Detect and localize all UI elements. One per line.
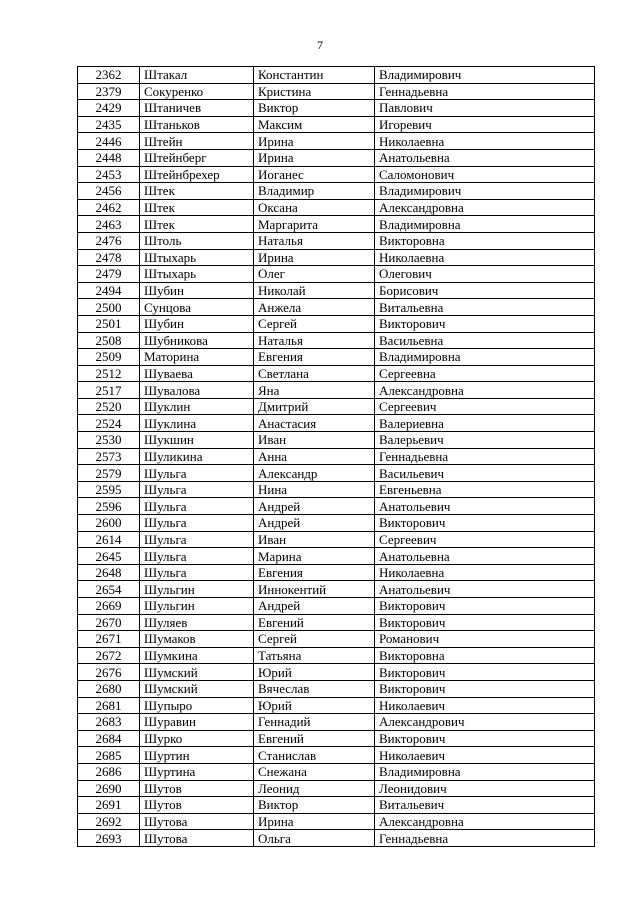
surname-cell: Шульга (140, 564, 254, 581)
table-row (78, 548, 595, 565)
table-row (78, 382, 595, 399)
record-number-cell: 2573 (78, 448, 140, 465)
surname-cell: Шуклина (140, 415, 254, 432)
patronymic-cell: Владимирович (375, 67, 595, 84)
patronymic-cell: Викторович (375, 664, 595, 681)
surname-cell: Шурко (140, 730, 254, 747)
patronymic-cell: Викторович (375, 515, 595, 532)
table-row (78, 216, 595, 233)
record-number-cell: 2680 (78, 680, 140, 697)
table-row (78, 614, 595, 631)
table-row (78, 747, 595, 764)
patronymic-cell: Васильевна (375, 332, 595, 349)
surname-cell: Штек (140, 183, 254, 200)
table-row (78, 349, 595, 366)
table-row (78, 299, 595, 316)
patronymic-cell: Николаевна (375, 564, 595, 581)
table-row (78, 432, 595, 449)
surname-cell: Шульга (140, 481, 254, 498)
surname-cell: Шупыро (140, 697, 254, 714)
record-number-cell: 2693 (78, 830, 140, 847)
patronymic-cell: Владимирович (375, 183, 595, 200)
surname-cell: Штыхарь (140, 266, 254, 283)
table-row (78, 266, 595, 283)
record-number-cell: 2446 (78, 133, 140, 150)
surname-cell: Шуликина (140, 448, 254, 465)
first-name-cell: Анна (254, 448, 375, 465)
first-name-cell: Ирина (254, 249, 375, 266)
first-name-cell: Яна (254, 382, 375, 399)
table-row (78, 149, 595, 166)
record-number-cell: 2692 (78, 813, 140, 830)
table-row (78, 183, 595, 200)
record-number-cell: 2685 (78, 747, 140, 764)
first-name-cell: Ольга (254, 830, 375, 847)
table-row (78, 730, 595, 747)
patronymic-cell: Игоревич (375, 116, 595, 133)
record-number-cell: 2362 (78, 67, 140, 84)
table-row (78, 83, 595, 100)
record-number-cell: 2520 (78, 398, 140, 415)
record-number-cell: 2669 (78, 598, 140, 615)
surname-cell: Шумский (140, 664, 254, 681)
surname-cell: Штаничев (140, 100, 254, 117)
patronymic-cell: Викторович (375, 315, 595, 332)
surname-cell: Шубникова (140, 332, 254, 349)
record-number-cell: 2500 (78, 299, 140, 316)
surname-cell: Штейнберг (140, 149, 254, 166)
names-table-body (78, 67, 595, 847)
record-number-cell: 2681 (78, 697, 140, 714)
table-row (78, 697, 595, 714)
patronymic-cell: Сергеевна (375, 365, 595, 382)
patronymic-cell: Николаевич (375, 697, 595, 714)
surname-cell: Штейн (140, 133, 254, 150)
patronymic-cell: Викторович (375, 598, 595, 615)
surname-cell: Маторина (140, 349, 254, 366)
table-row (78, 415, 595, 432)
surname-cell: Шубин (140, 315, 254, 332)
table-row (78, 365, 595, 382)
first-name-cell: Евгения (254, 349, 375, 366)
patronymic-cell: Александрович (375, 714, 595, 731)
surname-cell: Шульга (140, 498, 254, 515)
record-number-cell: 2462 (78, 199, 140, 216)
patronymic-cell: Викторович (375, 730, 595, 747)
surname-cell: Штыхарь (140, 249, 254, 266)
first-name-cell: Оксана (254, 199, 375, 216)
first-name-cell: Анастасия (254, 415, 375, 432)
first-name-cell: Дмитрий (254, 398, 375, 415)
surname-cell: Шутов (140, 780, 254, 797)
first-name-cell: Евгения (254, 564, 375, 581)
first-name-cell: Леонид (254, 780, 375, 797)
first-name-cell: Станислав (254, 747, 375, 764)
record-number-cell: 2672 (78, 647, 140, 664)
record-number-cell: 2645 (78, 548, 140, 565)
surname-cell: Шульга (140, 548, 254, 565)
record-number-cell: 2530 (78, 432, 140, 449)
table-row (78, 797, 595, 814)
record-number-cell: 2456 (78, 183, 140, 200)
first-name-cell: Ирина (254, 133, 375, 150)
record-number-cell: 2671 (78, 631, 140, 648)
record-number-cell: 2524 (78, 415, 140, 432)
surname-cell: Шукшин (140, 432, 254, 449)
table-row (78, 631, 595, 648)
table-row (78, 581, 595, 598)
patronymic-cell: Геннадьевна (375, 448, 595, 465)
first-name-cell: Вячеслав (254, 680, 375, 697)
first-name-cell: Геннадий (254, 714, 375, 731)
first-name-cell: Андрей (254, 515, 375, 532)
table-row (78, 116, 595, 133)
record-number-cell: 2494 (78, 282, 140, 299)
table-row (78, 498, 595, 515)
record-number-cell: 2684 (78, 730, 140, 747)
patronymic-cell: Анатольевна (375, 548, 595, 565)
record-number-cell: 2517 (78, 382, 140, 399)
table-row (78, 813, 595, 830)
surname-cell: Штаньков (140, 116, 254, 133)
surname-cell: Шуваева (140, 365, 254, 382)
first-name-cell: Виктор (254, 100, 375, 117)
record-number-cell: 2508 (78, 332, 140, 349)
first-name-cell: Наталья (254, 332, 375, 349)
first-name-cell: Олег (254, 266, 375, 283)
patronymic-cell: Владимировна (375, 763, 595, 780)
record-number-cell: 2654 (78, 581, 140, 598)
table-row (78, 448, 595, 465)
first-name-cell: Кристина (254, 83, 375, 100)
patronymic-cell: Александровна (375, 813, 595, 830)
patronymic-cell: Анатольевна (375, 149, 595, 166)
first-name-cell: Андрей (254, 498, 375, 515)
first-name-cell: Владимир (254, 183, 375, 200)
record-number-cell: 2479 (78, 266, 140, 283)
patronymic-cell: Васильевич (375, 465, 595, 482)
surname-cell: Шуравин (140, 714, 254, 731)
record-number-cell: 2579 (78, 465, 140, 482)
first-name-cell: Иоганес (254, 166, 375, 183)
first-name-cell: Сергей (254, 631, 375, 648)
patronymic-cell: Александровна (375, 382, 595, 399)
first-name-cell: Виктор (254, 797, 375, 814)
patronymic-cell: Николаевна (375, 133, 595, 150)
patronymic-cell: Викторовна (375, 232, 595, 249)
patronymic-cell: Витальевич (375, 797, 595, 814)
patronymic-cell: Олегович (375, 266, 595, 283)
first-name-cell: Иннокентий (254, 581, 375, 598)
names-table (77, 66, 595, 847)
surname-cell: Штек (140, 216, 254, 233)
surname-cell: Шульгин (140, 581, 254, 598)
record-number-cell: 2463 (78, 216, 140, 233)
surname-cell: Шуклин (140, 398, 254, 415)
patronymic-cell: Валерьевич (375, 432, 595, 449)
patronymic-cell: Витальевна (375, 299, 595, 316)
first-name-cell: Юрий (254, 664, 375, 681)
record-number-cell: 2600 (78, 515, 140, 532)
table-row (78, 763, 595, 780)
first-name-cell: Николай (254, 282, 375, 299)
table-row (78, 332, 595, 349)
surname-cell: Шуляев (140, 614, 254, 631)
patronymic-cell: Викторович (375, 680, 595, 697)
record-number-cell: 2614 (78, 531, 140, 548)
table-row (78, 315, 595, 332)
first-name-cell: Сергей (254, 315, 375, 332)
patronymic-cell: Павлович (375, 100, 595, 117)
first-name-cell: Иван (254, 432, 375, 449)
first-name-cell: Максим (254, 116, 375, 133)
first-name-cell: Татьяна (254, 647, 375, 664)
table-row (78, 680, 595, 697)
table-row (78, 830, 595, 847)
surname-cell: Штейнбрехер (140, 166, 254, 183)
record-number-cell: 2476 (78, 232, 140, 249)
surname-cell: Штоль (140, 232, 254, 249)
record-number-cell: 2596 (78, 498, 140, 515)
record-number-cell: 2448 (78, 149, 140, 166)
surname-cell: Шульга (140, 465, 254, 482)
patronymic-cell: Леонидович (375, 780, 595, 797)
first-name-cell: Александр (254, 465, 375, 482)
surname-cell: Шумаков (140, 631, 254, 648)
record-number-cell: 2690 (78, 780, 140, 797)
surname-cell: Шумкина (140, 647, 254, 664)
patronymic-cell: Николаевна (375, 249, 595, 266)
surname-cell: Шульгин (140, 598, 254, 615)
record-number-cell: 2509 (78, 349, 140, 366)
surname-cell: Шуртина (140, 763, 254, 780)
page-number: 7 (317, 38, 323, 52)
surname-cell: Шувалова (140, 382, 254, 399)
table-row (78, 714, 595, 731)
surname-cell: Шутова (140, 830, 254, 847)
first-name-cell: Константин (254, 67, 375, 84)
record-number-cell: 2648 (78, 564, 140, 581)
surname-cell: Штек (140, 199, 254, 216)
record-number-cell: 2453 (78, 166, 140, 183)
patronymic-cell: Валериевна (375, 415, 595, 432)
table-row (78, 598, 595, 615)
record-number-cell: 2379 (78, 83, 140, 100)
patronymic-cell: Геннадьевна (375, 83, 595, 100)
record-number-cell: 2595 (78, 481, 140, 498)
record-number-cell: 2435 (78, 116, 140, 133)
patronymic-cell: Евгеньевна (375, 481, 595, 498)
table-row (78, 515, 595, 532)
first-name-cell: Ирина (254, 149, 375, 166)
table-row (78, 133, 595, 150)
first-name-cell: Снежана (254, 763, 375, 780)
record-number-cell: 2691 (78, 797, 140, 814)
patronymic-cell: Викторович (375, 614, 595, 631)
patronymic-cell: Борисович (375, 282, 595, 299)
patronymic-cell: Александровна (375, 199, 595, 216)
patronymic-cell: Геннадьевна (375, 830, 595, 847)
table-row (78, 232, 595, 249)
surname-cell: Сокуренко (140, 83, 254, 100)
record-number-cell: 2686 (78, 763, 140, 780)
record-number-cell: 2676 (78, 664, 140, 681)
patronymic-cell: Романович (375, 631, 595, 648)
table-row (78, 647, 595, 664)
record-number-cell: 2512 (78, 365, 140, 382)
patronymic-cell: Николаевич (375, 747, 595, 764)
first-name-cell: Наталья (254, 232, 375, 249)
record-number-cell: 2478 (78, 249, 140, 266)
surname-cell: Сунцова (140, 299, 254, 316)
record-number-cell: 2429 (78, 100, 140, 117)
first-name-cell: Евгений (254, 730, 375, 747)
table-row (78, 664, 595, 681)
patronymic-cell: Анатольевич (375, 498, 595, 515)
surname-cell: Шутов (140, 797, 254, 814)
surname-cell: Штакал (140, 67, 254, 84)
record-number-cell: 2670 (78, 614, 140, 631)
surname-cell: Шульга (140, 515, 254, 532)
surname-cell: Шуртин (140, 747, 254, 764)
table-row (78, 481, 595, 498)
patronymic-cell: Владимировна (375, 216, 595, 233)
patronymic-cell: Сергеевич (375, 398, 595, 415)
first-name-cell: Ирина (254, 813, 375, 830)
table-row (78, 249, 595, 266)
table-row (78, 100, 595, 117)
record-number-cell: 2501 (78, 315, 140, 332)
first-name-cell: Иван (254, 531, 375, 548)
patronymic-cell: Викторовна (375, 647, 595, 664)
patronymic-cell: Владимировна (375, 349, 595, 366)
first-name-cell: Анжела (254, 299, 375, 316)
surname-cell: Шумский (140, 680, 254, 697)
first-name-cell: Светлана (254, 365, 375, 382)
surname-cell: Шутова (140, 813, 254, 830)
first-name-cell: Евгений (254, 614, 375, 631)
table-row (78, 465, 595, 482)
patronymic-cell: Сергеевич (375, 531, 595, 548)
surname-cell: Шульга (140, 531, 254, 548)
patronymic-cell: Анатольевич (375, 581, 595, 598)
first-name-cell: Маргарита (254, 216, 375, 233)
table-row (78, 531, 595, 548)
table-row (78, 564, 595, 581)
table-row (78, 199, 595, 216)
table-row (78, 398, 595, 415)
first-name-cell: Юрий (254, 697, 375, 714)
record-number-cell: 2683 (78, 714, 140, 731)
first-name-cell: Нина (254, 481, 375, 498)
table-row (78, 67, 595, 84)
first-name-cell: Андрей (254, 598, 375, 615)
table-row (78, 780, 595, 797)
table-row (78, 166, 595, 183)
table-row (78, 282, 595, 299)
surname-cell: Шубин (140, 282, 254, 299)
first-name-cell: Марина (254, 548, 375, 565)
patronymic-cell: Саломонович (375, 166, 595, 183)
